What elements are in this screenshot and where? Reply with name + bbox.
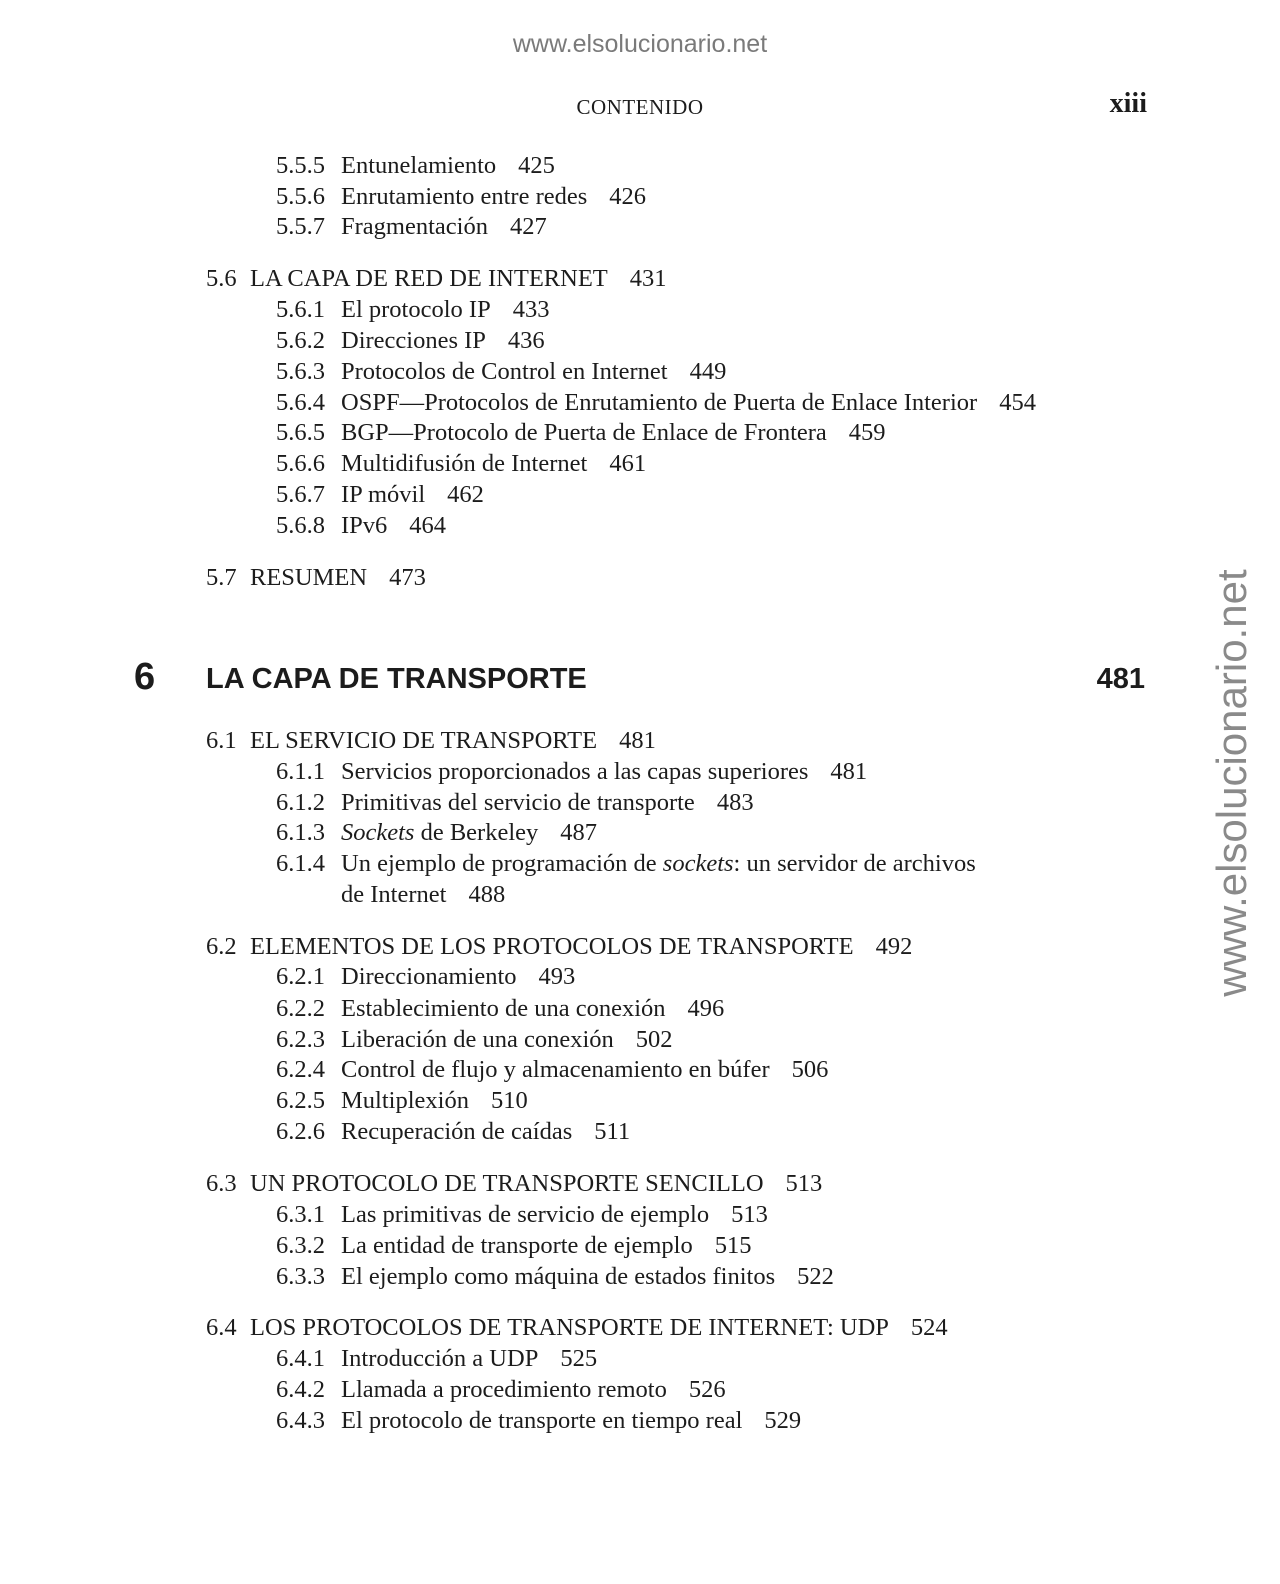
entry-number: 6.1.1 (276, 758, 325, 785)
entry-number: 5.6.1 (276, 296, 325, 323)
running-head: CONTENIDO (576, 95, 704, 119)
entry-title: Entunelamiento (341, 152, 497, 179)
entry-title: Enrutamiento entre redes (341, 183, 588, 210)
toc-entry (276, 818, 597, 848)
entry-title: Fragmentación (341, 213, 488, 240)
entry-number: 6.1.4 (276, 850, 325, 877)
toc-section (206, 264, 667, 294)
entry-number: 6.2.1 (276, 963, 325, 990)
toc-entry (276, 1055, 828, 1085)
entry-title: Protocolos de Control en Internet (341, 358, 668, 385)
toc-entry (276, 1344, 597, 1374)
entry-page: 426 (609, 183, 647, 210)
entry-title: Direccionamiento (341, 963, 517, 990)
entry-title: Un ejemplo de programación de (341, 850, 657, 877)
entry-number: 5.5.7 (276, 213, 325, 240)
entry-number: 6.3.2 (276, 1232, 325, 1259)
chapter-title: LA CAPA DE TRANSPORTE (206, 663, 587, 695)
entry-number: 6.2.5 (276, 1087, 325, 1114)
entry-title-rest: : un servidor de archivos (733, 850, 976, 877)
entry-title: IP móvil (341, 481, 426, 508)
section-title: ELEMENTOS DE LOS PROTOCOLOS DE TRANSPORTE (250, 933, 854, 960)
entry-number: 6.1.2 (276, 789, 325, 816)
section-number: 6.2 (206, 933, 237, 960)
entry-title: Primitivas del servicio de transporte (341, 789, 695, 816)
entry-title: Servicios proporcionados a las capas superiores (341, 758, 809, 785)
section-page: 481 (619, 727, 656, 754)
toc-entry (276, 357, 726, 387)
chapter-page: 481 (1096, 663, 1145, 695)
entry-title-italic: Sockets (341, 819, 415, 846)
section-page: 473 (389, 564, 426, 591)
toc-entry (276, 1086, 528, 1116)
entry-number: 6.2.6 (276, 1118, 325, 1145)
entry-title: Multiplexión (341, 1087, 469, 1114)
toc-entry (276, 511, 446, 541)
entry-title: BGP—Protocolo de Puerta de Enlace de Frontera (341, 419, 827, 446)
section-number: 6.1 (206, 727, 237, 754)
entry-title: Establecimiento de una conexión (341, 995, 666, 1022)
section-number: 6.4 (206, 1314, 237, 1341)
section-page: 513 (785, 1170, 823, 1197)
entry-page: 461 (609, 450, 647, 477)
entry-number: 5.6.6 (276, 450, 325, 477)
section-title: LA CAPA DE RED DE INTERNET (250, 265, 608, 292)
entry-page: 454 (999, 389, 1036, 416)
entry-page: 522 (797, 1263, 834, 1290)
toc-section (206, 726, 656, 756)
entry-number: 6.4.2 (276, 1376, 325, 1403)
entry-title: El protocolo IP (341, 296, 491, 323)
section-title: RESUMEN (250, 564, 368, 591)
entry-title: IPv6 (341, 512, 388, 539)
toc-entry (276, 788, 754, 818)
toc-entry (276, 480, 484, 510)
entry-page: 493 (538, 963, 576, 990)
entry-number: 6.2.2 (276, 995, 325, 1022)
entry-page: 449 (689, 358, 727, 385)
entry-title: Direcciones IP (341, 327, 486, 354)
entry-title: Recuperación de caídas (341, 1118, 573, 1145)
section-page: 492 (875, 933, 913, 960)
entry-number: 5.6.7 (276, 481, 325, 508)
toc-entry (276, 212, 547, 242)
page-number: xiii (1109, 88, 1147, 119)
entry-page: 525 (560, 1345, 598, 1372)
entry-page: 502 (635, 1026, 673, 1053)
entry-page: 436 (507, 327, 545, 354)
toc-entry (276, 1406, 801, 1436)
toc-section (206, 563, 426, 593)
section-number: 5.7 (206, 564, 237, 591)
entry-title: Las primitivas de servicio de ejemplo (341, 1201, 710, 1228)
watermark-top: www.elsolucionario.net (512, 30, 768, 58)
entry-number: 6.1.3 (276, 819, 325, 846)
toc-entry (276, 1200, 768, 1230)
toc-entry (276, 1117, 630, 1147)
entry-title: Introducción a UDP (341, 1345, 539, 1372)
toc-entry (276, 757, 867, 787)
entry-page: 427 (509, 213, 547, 240)
entry-title: El protocolo de transporte en tiempo real (341, 1407, 743, 1434)
toc-entry (276, 1375, 726, 1405)
entry-page: 526 (688, 1376, 726, 1403)
toc-section (206, 932, 912, 962)
section-page: 524 (910, 1314, 948, 1341)
toc-entry (276, 388, 1036, 418)
toc-entry (276, 1025, 673, 1055)
entry-page: 496 (687, 995, 725, 1022)
entry-number: 5.5.5 (276, 152, 325, 179)
entry-title: La entidad de transporte de ejemplo (341, 1232, 693, 1259)
entry-title: Llamada a procedimiento remoto (341, 1376, 667, 1403)
watermark-side-text: www.elsolucionario.net (1208, 569, 1255, 997)
chapter-number: 6 (134, 656, 156, 698)
toc-entry (276, 994, 724, 1024)
entry-page: 513 (731, 1201, 768, 1228)
entry-page: 488 (468, 881, 506, 908)
toc-entry (276, 182, 646, 212)
section-title: UN PROTOCOLO DE TRANSPORTE SENCILLO (250, 1170, 764, 1197)
entry-title-continued: de Internet (341, 881, 447, 908)
entry-number: 5.6.2 (276, 327, 325, 354)
entry-page: 483 (716, 789, 754, 816)
entry-title: Multidifusión de Internet (341, 450, 588, 477)
entry-number: 6.2.3 (276, 1026, 325, 1053)
entry-page: 433 (512, 296, 550, 323)
entry-page: 481 (830, 758, 868, 785)
entry-number: 6.4.3 (276, 1407, 325, 1434)
entry-page: 487 (560, 819, 598, 846)
toc-entry (276, 326, 545, 356)
toc-entry-continued (341, 880, 505, 910)
section-title: LOS PROTOCOLOS DE TRANSPORTE DE INTERNET: UDP (250, 1314, 889, 1341)
entry-number: 6.3.3 (276, 1263, 325, 1290)
toc-entry (276, 1231, 751, 1261)
section-title: EL SERVICIO DE TRANSPORTE (250, 727, 598, 754)
entry-title-italic: sockets (662, 850, 734, 877)
entry-number: 5.6.8 (276, 512, 325, 539)
entry-title: Liberación de una conexión (341, 1026, 614, 1053)
entry-page: 511 (594, 1118, 631, 1145)
entry-title: El ejemplo como máquina de estados finitos (341, 1263, 776, 1290)
entry-page: 462 (447, 481, 484, 508)
toc-entry (276, 1262, 834, 1292)
entry-page: 515 (714, 1232, 752, 1259)
section-page: 431 (629, 265, 667, 292)
toc-section (206, 1169, 822, 1199)
toc-entry (276, 449, 646, 479)
entry-number: 5.6.4 (276, 389, 325, 416)
section-number: 5.6 (206, 265, 237, 292)
entry-number: 6.2.4 (276, 1056, 325, 1083)
entry-number: 6.4.1 (276, 1345, 325, 1372)
toc-entry (276, 151, 555, 181)
entry-number: 5.6.5 (276, 419, 325, 446)
entry-page: 464 (409, 512, 447, 539)
entry-page: 425 (518, 152, 555, 179)
entry-page: 506 (791, 1056, 829, 1083)
entry-number: 5.6.3 (276, 358, 325, 385)
toc-entry (276, 418, 886, 448)
entry-title: Control de flujo y almacenamiento en búfer (341, 1056, 770, 1083)
entry-page: 529 (764, 1407, 802, 1434)
entry-number: 6.3.1 (276, 1201, 325, 1228)
entry-number: 5.5.6 (276, 183, 325, 210)
toc-entry (276, 962, 575, 992)
section-number: 6.3 (206, 1170, 237, 1197)
toc-entry (276, 295, 549, 325)
entry-page: 510 (490, 1087, 528, 1114)
entry-title: de Berkeley (420, 819, 539, 846)
toc-entry (276, 849, 976, 879)
entry-title: OSPF—Protocolos de Enrutamiento de Puerta de Enlace Interior (341, 389, 978, 416)
entry-page: 459 (848, 419, 886, 446)
chapter-heading (0, 656, 1280, 700)
toc-section (206, 1313, 948, 1343)
